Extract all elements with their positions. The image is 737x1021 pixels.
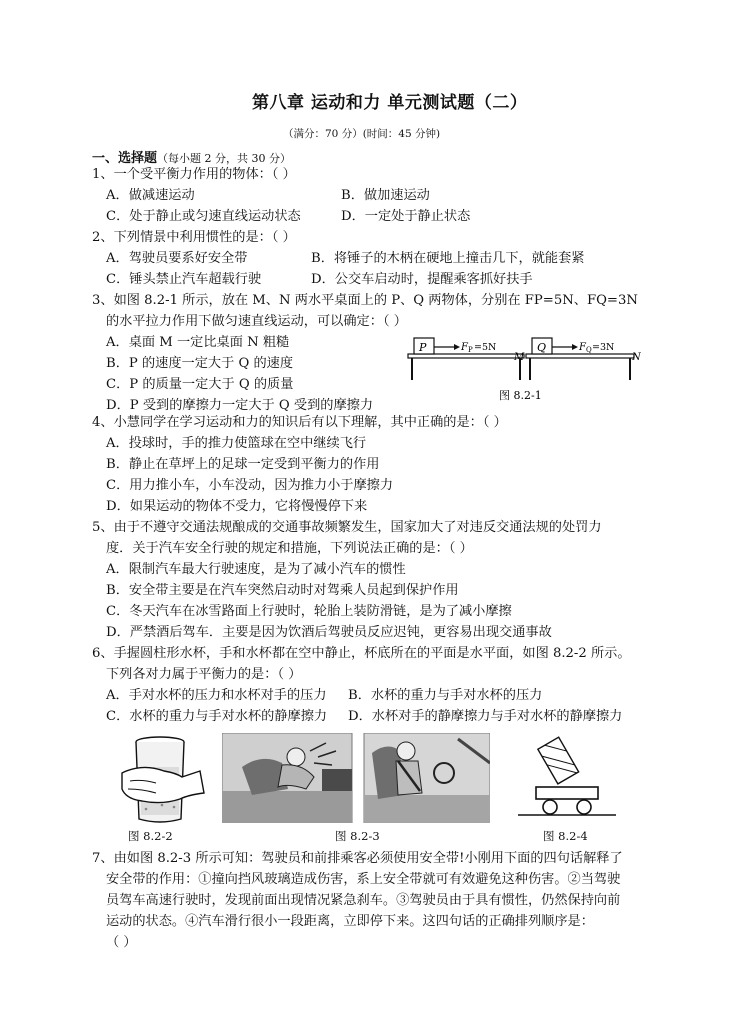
q1-option-b: B．做加速运动	[341, 188, 430, 203]
q6-option-d: D．水杯对手的静摩擦力与手对水杯的静摩擦力	[348, 709, 623, 724]
q5-stem-line2: 度．关于汽车安全行驶的规定和措施，下列说法正确的是：（ ）	[106, 541, 473, 556]
figure-8-2-4-caption: 图 8.2-4	[543, 829, 588, 843]
force-q-symbol: F	[579, 342, 586, 353]
force-p-arrowhead	[454, 344, 460, 350]
q3-option-b: B．P 的速度一定大于 Q 的速度	[106, 356, 294, 371]
cart-body	[536, 787, 598, 799]
q7-line1: 7、由如图 8.2-3 所示可知：驾驶员和前排乘客必须使用安全带!小刚用下面的四句话解释了	[92, 851, 623, 866]
q3-stem-line2: 的水平拉力作用下做匀速直线运动，可以确定：（ ）	[106, 314, 407, 329]
block-q-label: Q	[537, 341, 547, 354]
q2-option-b: B．将锤子的木柄在硬地上撞击几下，就能套紧	[311, 251, 585, 266]
q3-option-d: D．P 受到的摩擦力一定大于 Q 受到的摩擦力	[106, 398, 374, 413]
q4-stem: 4、小慧同学在学习运动和力的知识后有以下理解，其中正确的是：（ ）	[92, 415, 507, 430]
q3-option-a: A．桌面 M 一定比桌面 N 粗糙	[106, 335, 290, 350]
q2-option-d: D．公交车启动时，提醒乘客抓好扶手	[311, 272, 533, 287]
figure-8-2-2	[112, 733, 208, 827]
q1-option-a: A．做减速运动	[106, 188, 195, 203]
q2-stem: 2、下列情景中利用惯性的是：（ ）	[92, 230, 296, 245]
q7-line5: （ ）	[106, 935, 137, 950]
q1-option-d: D．一定处于静止状态	[341, 209, 471, 224]
dashboard	[322, 769, 352, 791]
cart-wheel-right	[577, 800, 591, 814]
figure-8-2-3	[222, 733, 490, 823]
figure-8-2-4	[512, 733, 622, 825]
driver-2-head	[397, 742, 415, 760]
table-m-label: M	[514, 352, 525, 363]
q5-option-a: A．限制汽车最大行驶速度，是为了减小汽车的惯性	[106, 562, 406, 577]
q6-stem-line1: 6、手握圆柱形水杯，手和水杯都在空中静止，杯底所在的平面是水平面，如图 8.2-2 所示。	[92, 646, 631, 661]
q5-option-b: B．安全带主要是在汽车突然启动时对驾乘人员起到保护作用	[106, 583, 459, 598]
figure-8-2-1-caption: 图 8.2-1	[499, 389, 542, 402]
q3-option-c: C．P 的质量一定大于 Q 的质量	[106, 377, 294, 392]
exam-meta: （满分：70 分）(时间：45 分钟)	[283, 128, 441, 140]
q1-stem: 1、一个受平衡力作用的物体：（ ）	[92, 167, 296, 182]
q5-stem-line1: 5、由于不遵守交通法规酿成的交通事故频繁发生，国家加大了对违反交通法规的处罚力	[92, 520, 602, 535]
q3-stem-line1: 3、如图 8.2-1 所示，放在 M、N 两水平桌面上的 P、Q 两物体，分别在 FP=5N、FQ=3N	[92, 293, 638, 308]
q2-option-a: A．驾驶员要系好安全带	[106, 251, 248, 266]
block-p-label: P	[419, 341, 427, 354]
section-title: 一、选择题	[92, 151, 158, 166]
q6-option-b: B．水杯的重力与手对水杯的压力	[348, 688, 543, 703]
table-n-label: N	[632, 352, 641, 363]
section-note: （每小题 2 分，共 30 分）	[157, 152, 291, 165]
tilted-block	[538, 737, 579, 784]
q6-option-c: C．水杯的重力与手对水杯的静摩擦力	[106, 709, 328, 724]
cart-wheel-left	[543, 800, 557, 814]
seatbelt-photo-floor	[364, 795, 490, 823]
figure-8-2-3-caption: 图 8.2-3	[335, 829, 380, 843]
force-p-subscript: P	[468, 346, 473, 354]
q7-line3: 员驾车高速行驶时，发现前面出现情况紧急刹车。③驾驶员由于具有惯性，仍然保持向前	[106, 893, 621, 908]
figure-8-2-2-caption: 图 8.2-2	[128, 829, 173, 843]
q7-line4: 运动的状态。④汽车滑行很小一段距离，立即停下来。这四句话的正确排列顺序是：	[106, 914, 594, 929]
table-m	[408, 354, 524, 380]
page-title: 第八章 运动和力 单元测试题（二）	[252, 93, 528, 113]
q7-line2: 安全带的作用：①撞向挡风玻璃造成伤害，系上安全带就可有效避免这种伤害。②当驾驶	[106, 872, 621, 887]
section-heading	[92, 147, 291, 166]
q5-option-c: C．冬天汽车在冰雪路面上行驶时，轮胎上装防滑链，是为了减小摩擦	[106, 604, 512, 619]
driver-head	[287, 748, 305, 766]
hand	[122, 767, 204, 802]
force-p-symbol: F	[461, 342, 468, 353]
force-q-arrowhead	[572, 344, 578, 350]
q4-option-b: B．静止在草坪上的足球一定受到平衡力的作用	[106, 457, 380, 472]
force-p-value: =5N	[474, 342, 497, 353]
q6-option-a: A．手对水杯的压力和水杯对手的压力	[106, 688, 327, 703]
q2-option-c: C．锤头禁止汽车超载行驶	[106, 272, 262, 287]
q4-option-a: A．投球时，手的推力使篮球在空中继续飞行	[106, 436, 367, 451]
figure-8-2-1	[404, 330, 644, 406]
crash-photo-floor	[222, 791, 352, 823]
q5-option-d: D．严禁酒后驾车．主要是因为饮酒后驾驶员反应迟钝，更容易出现交通事故	[106, 625, 552, 640]
force-q-subscript: Q	[586, 346, 592, 354]
q6-stem-line2: 下列各对力属于平衡力的是：（ ）	[106, 667, 302, 682]
q1-option-c: C．处于静止或匀速直线运动状态	[106, 209, 301, 224]
q4-option-c: C．用力推小车，小车没动，因为推力小于摩擦力	[106, 478, 394, 493]
force-q-value: =3N	[592, 342, 615, 353]
table-n	[526, 354, 634, 380]
q4-option-d: D．如果运动的物体不受力，它将慢慢停下来	[106, 499, 368, 514]
